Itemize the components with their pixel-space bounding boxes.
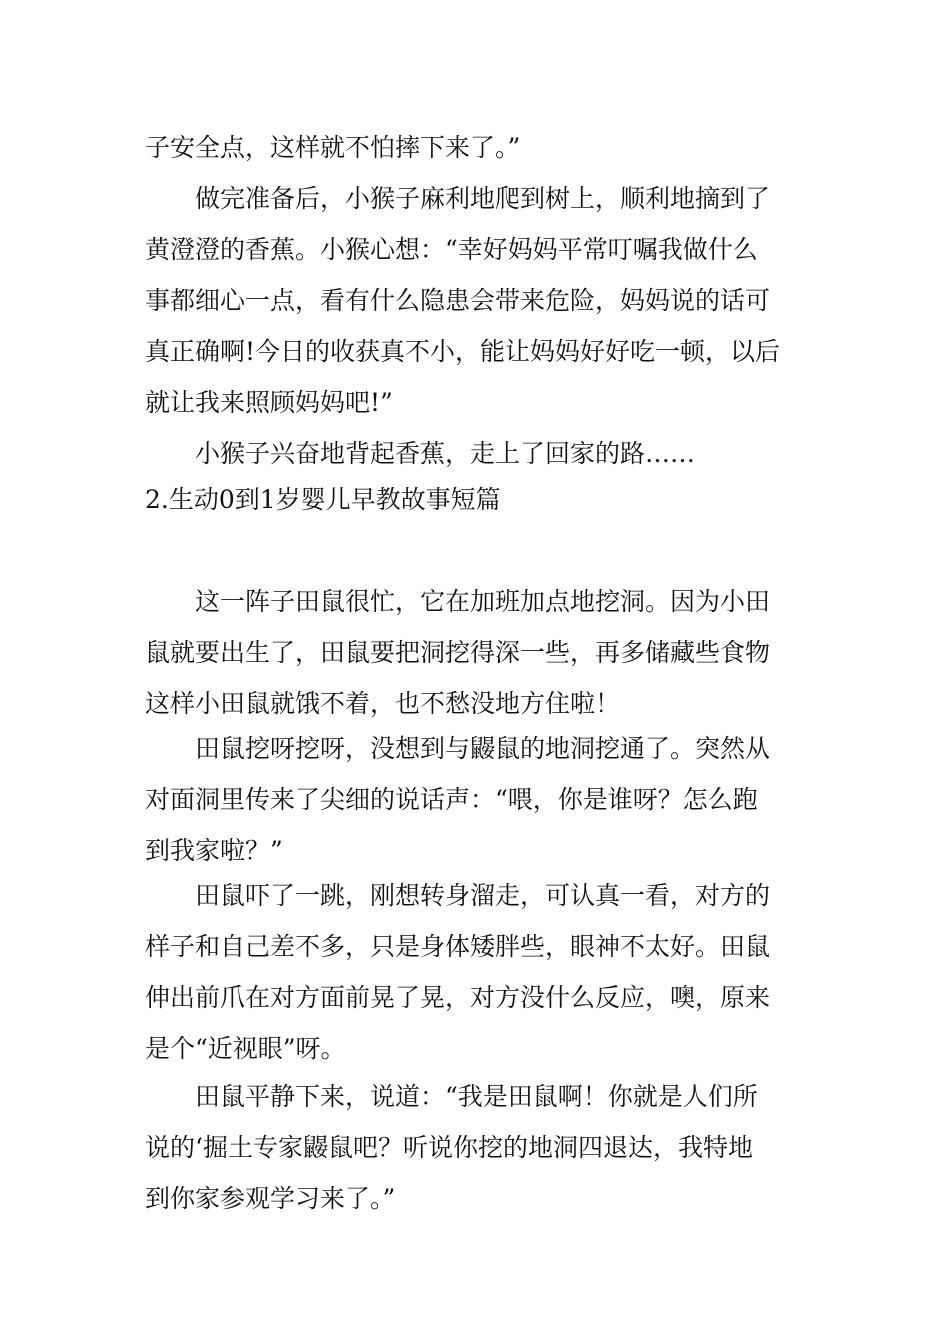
paragraph-monkey-preparation: 做完准备后，小猴子麻利地爬到树上，顺利地摘到了 黄澄澄的香蕉。小猴心想：“幸好妈妈平常叮嘱我做什么 事都细心一点，看有什么隐患会带来危险，妈妈说的话可 真正确啊!今日的收获真不小，能让妈妈好好吃一顿，以后 就让我来照顾妈妈吧!” xyxy=(145,184,781,417)
paragraph-vole-digging: 这一阵子田鼠很忙，它在加班加点地挖洞。因为小田 鼠就要出生了，田鼠要把洞挖得深一些，再多储藏些食物 这样小田鼠就饿不着，也不愁没地方住啦！ xyxy=(145,587,771,718)
paragraph-continuation: 子安全点，这样就不怕摔下来了。” xyxy=(145,133,521,162)
paragraph-monkey-going-home: 小猴子兴奋地背起香蕉，走上了回家的路…… xyxy=(195,439,696,468)
section-heading: 2.生动0到1岁婴儿早教故事短篇 xyxy=(145,485,501,514)
paragraph-tunnel-connected: 田鼠挖呀挖呀，没想到与鼹鼠的地洞挖通了。突然从 对面洞里传来了尖细的说话声：“喂，你是谁呀？怎么跑 到我家啦？” xyxy=(145,734,771,865)
paragraph-vole-introduction: 田鼠平静下来，说道：“我是田鼠啊！你就是人们所 说的‘掘土专家鼹鼠吧？听说你挖的地洞四退达，我特地 到你家参观学习来了。” xyxy=(145,1082,758,1213)
paragraph-nearsighted-mole: 田鼠吓了一跳，刚想转身溜走，可认真一看，对方的 样子和自己差不多，只是身体矮胖些，眼神不太好。田鼠 伸出前爪在对方面前晃了晃，对方没什么反应，噢，原来 是个“近视眼”呀。 xyxy=(145,881,771,1063)
